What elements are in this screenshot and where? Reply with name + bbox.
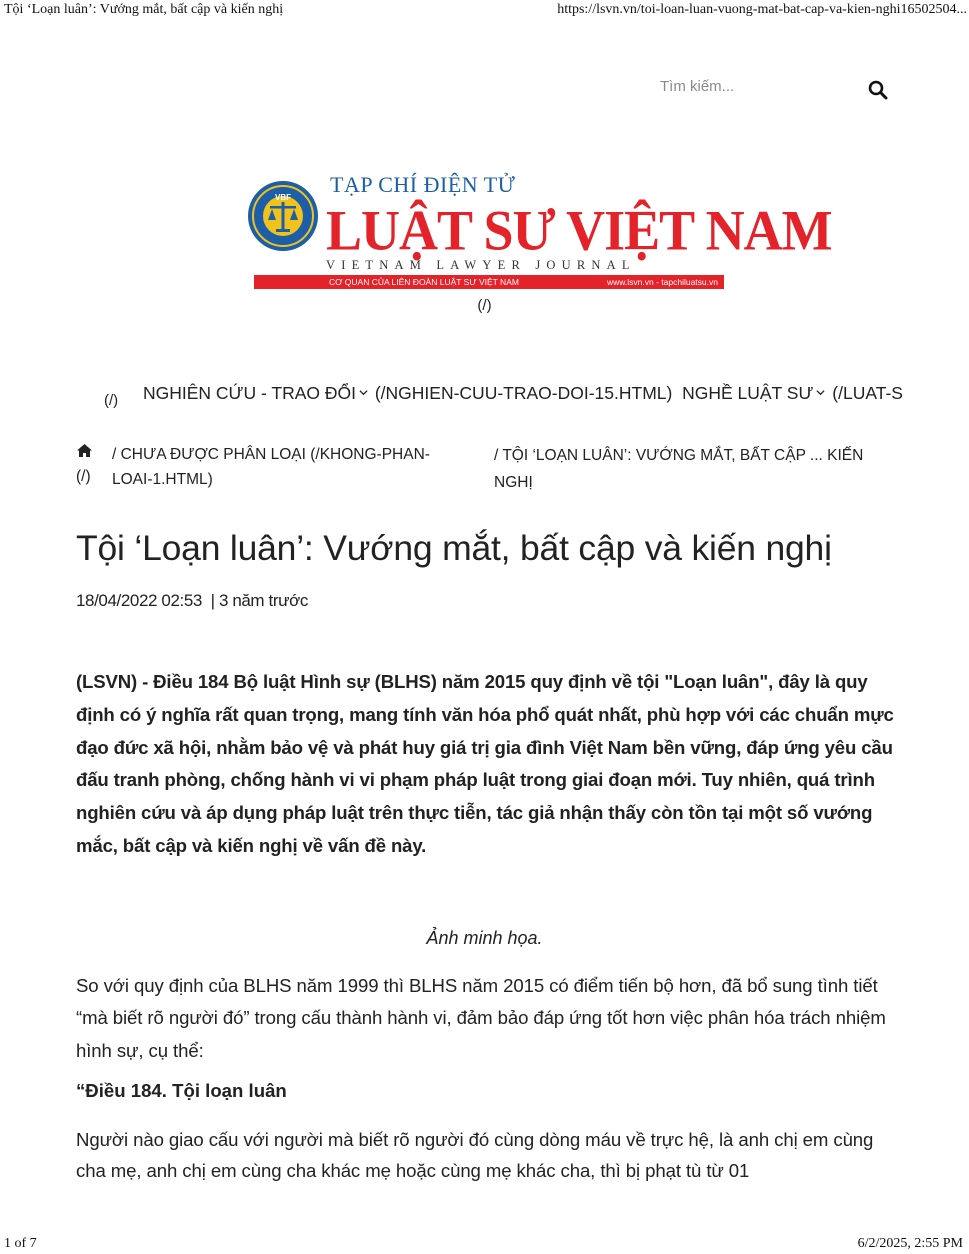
nav-item-nghien-cuu-link[interactable]: (/NGHIEN-CUU-TRAO-DOI-15.HTML) (374, 383, 673, 403)
search-icon[interactable] (868, 80, 888, 100)
print-page-number: 1 of 7 (4, 1236, 37, 1251)
logo-red-bar (254, 275, 724, 289)
print-header-title: Tội ‘Loạn luân’: Vướng mắt, bất cập và kiến nghị (4, 2, 284, 17)
article-paragraph: So với quy định của BLHS năm 1999 thì BLHS năm 2015 có điểm tiến bộ hơn, đã bổ sung tình tiết “mà biết rõ người đó” trong cấu thành hành vi, đảm bảo đáp ứng tốt hơn việc phân hóa trách nhiệm hình sự, cụ thể: (76, 975, 886, 1061)
print-header-url: https://lsvn.vn/toi-loan-luan-vuong-mat-bat-cap-va-kien-nghi16502504... (557, 2, 967, 17)
site-logo[interactable] (246, 170, 832, 290)
logo-sub-line: VIETNAM LAWYER JOURNAL (326, 258, 636, 272)
print-footer (0, 1234, 969, 1254)
article-heading: “Điều 184. Tội loạn luân (76, 1080, 287, 1101)
article-relative-time: | 3 năm trước (210, 591, 308, 610)
print-datetime: 6/2/2025, 2:55 PM (857, 1236, 963, 1251)
print-header (0, 0, 969, 22)
breadcrumb-home-link[interactable]: (/) (76, 468, 91, 485)
page-title: Tội ‘Loạn luân’: Vướng mắt, bất cập và kiến nghị (76, 528, 832, 568)
article-lead: (LSVN) - Điều 184 Bộ luật Hình sự (BLHS) năm 2015 quy định về tội "Loạn luân", đây là quy định có ý nghĩa rất quan trọng, mang tính văn hóa phổ quát nhất, phù hợp với các chuẩn mực đạo đức xã hội, nhằm bảo vệ và phát huy giá trị gia đình Việt Nam bền vững, đáp ứng yêu cầu đấu tranh phòng, chống hành vi vi phạm pháp luật trong giai đoạn mới. Tuy nhiên, quá trình nghiên cứu và áp dụng pháp luật trên thực tiễn, tác giả nhận thấy còn tồn tại một số vướng mắc, bất cập và kiến nghị về vấn đề này. (76, 671, 894, 856)
breadcrumb-category[interactable]: / CHƯA ĐƯỢC PHÂN LOẠI (/KHONG-PHAN-LOAI-1.HTML) (112, 446, 430, 488)
search-input[interactable] (660, 78, 840, 95)
logo-link-text[interactable]: (/) (477, 297, 492, 314)
vbf-emblem-icon (246, 178, 320, 254)
chevron-down-icon (359, 388, 368, 397)
nav-home-link[interactable]: (/) (104, 392, 119, 409)
main-nav (0, 383, 911, 413)
home-icon[interactable] (76, 443, 93, 458)
chevron-down-icon (816, 388, 825, 397)
image-caption: Ảnh minh họa. (426, 928, 543, 948)
nav-item-nghe-luat-su-link[interactable]: (/LUAT-S (832, 383, 903, 403)
article-paragraph: Người nào giao cấu với người mà biết rõ người đó cùng dòng máu về trực hệ, là anh chị em cùng cha mẹ, anh chị em cùng cha khác mẹ hoặc cùng mẹ khác cha, thì bị phạt tù từ 01 (76, 1129, 874, 1181)
nav-item-nghien-cuu[interactable]: NGHIÊN CỨU - TRAO ĐỔI (143, 383, 356, 403)
logo-bar-left: CƠ QUAN CỦA LIÊN ĐOÀN LUẬT SƯ VIỆT NAM (329, 277, 519, 287)
breadcrumb-current: / TỘI ‘LOẠN LUÂN’: VƯỚNG MẮT, BẤT CẬP ... KIẾN NGHỊ (494, 447, 864, 491)
logo-bar-right: www.lsvn.vn - tapchiluatsu.vn (606, 277, 718, 287)
emblem-text: VBF (275, 193, 291, 202)
article-date: 18/04/2022 02:53 (76, 591, 202, 610)
search-box (660, 78, 890, 104)
article-meta (76, 591, 308, 611)
logo-main-line: LUẬT SƯ VIỆT NAM (326, 199, 832, 263)
logo-top-line: TẠP CHÍ ĐIỆN TỬ (330, 172, 516, 197)
nav-item-nghe-luat-su[interactable]: NGHỀ LUẬT SƯ (682, 383, 814, 403)
